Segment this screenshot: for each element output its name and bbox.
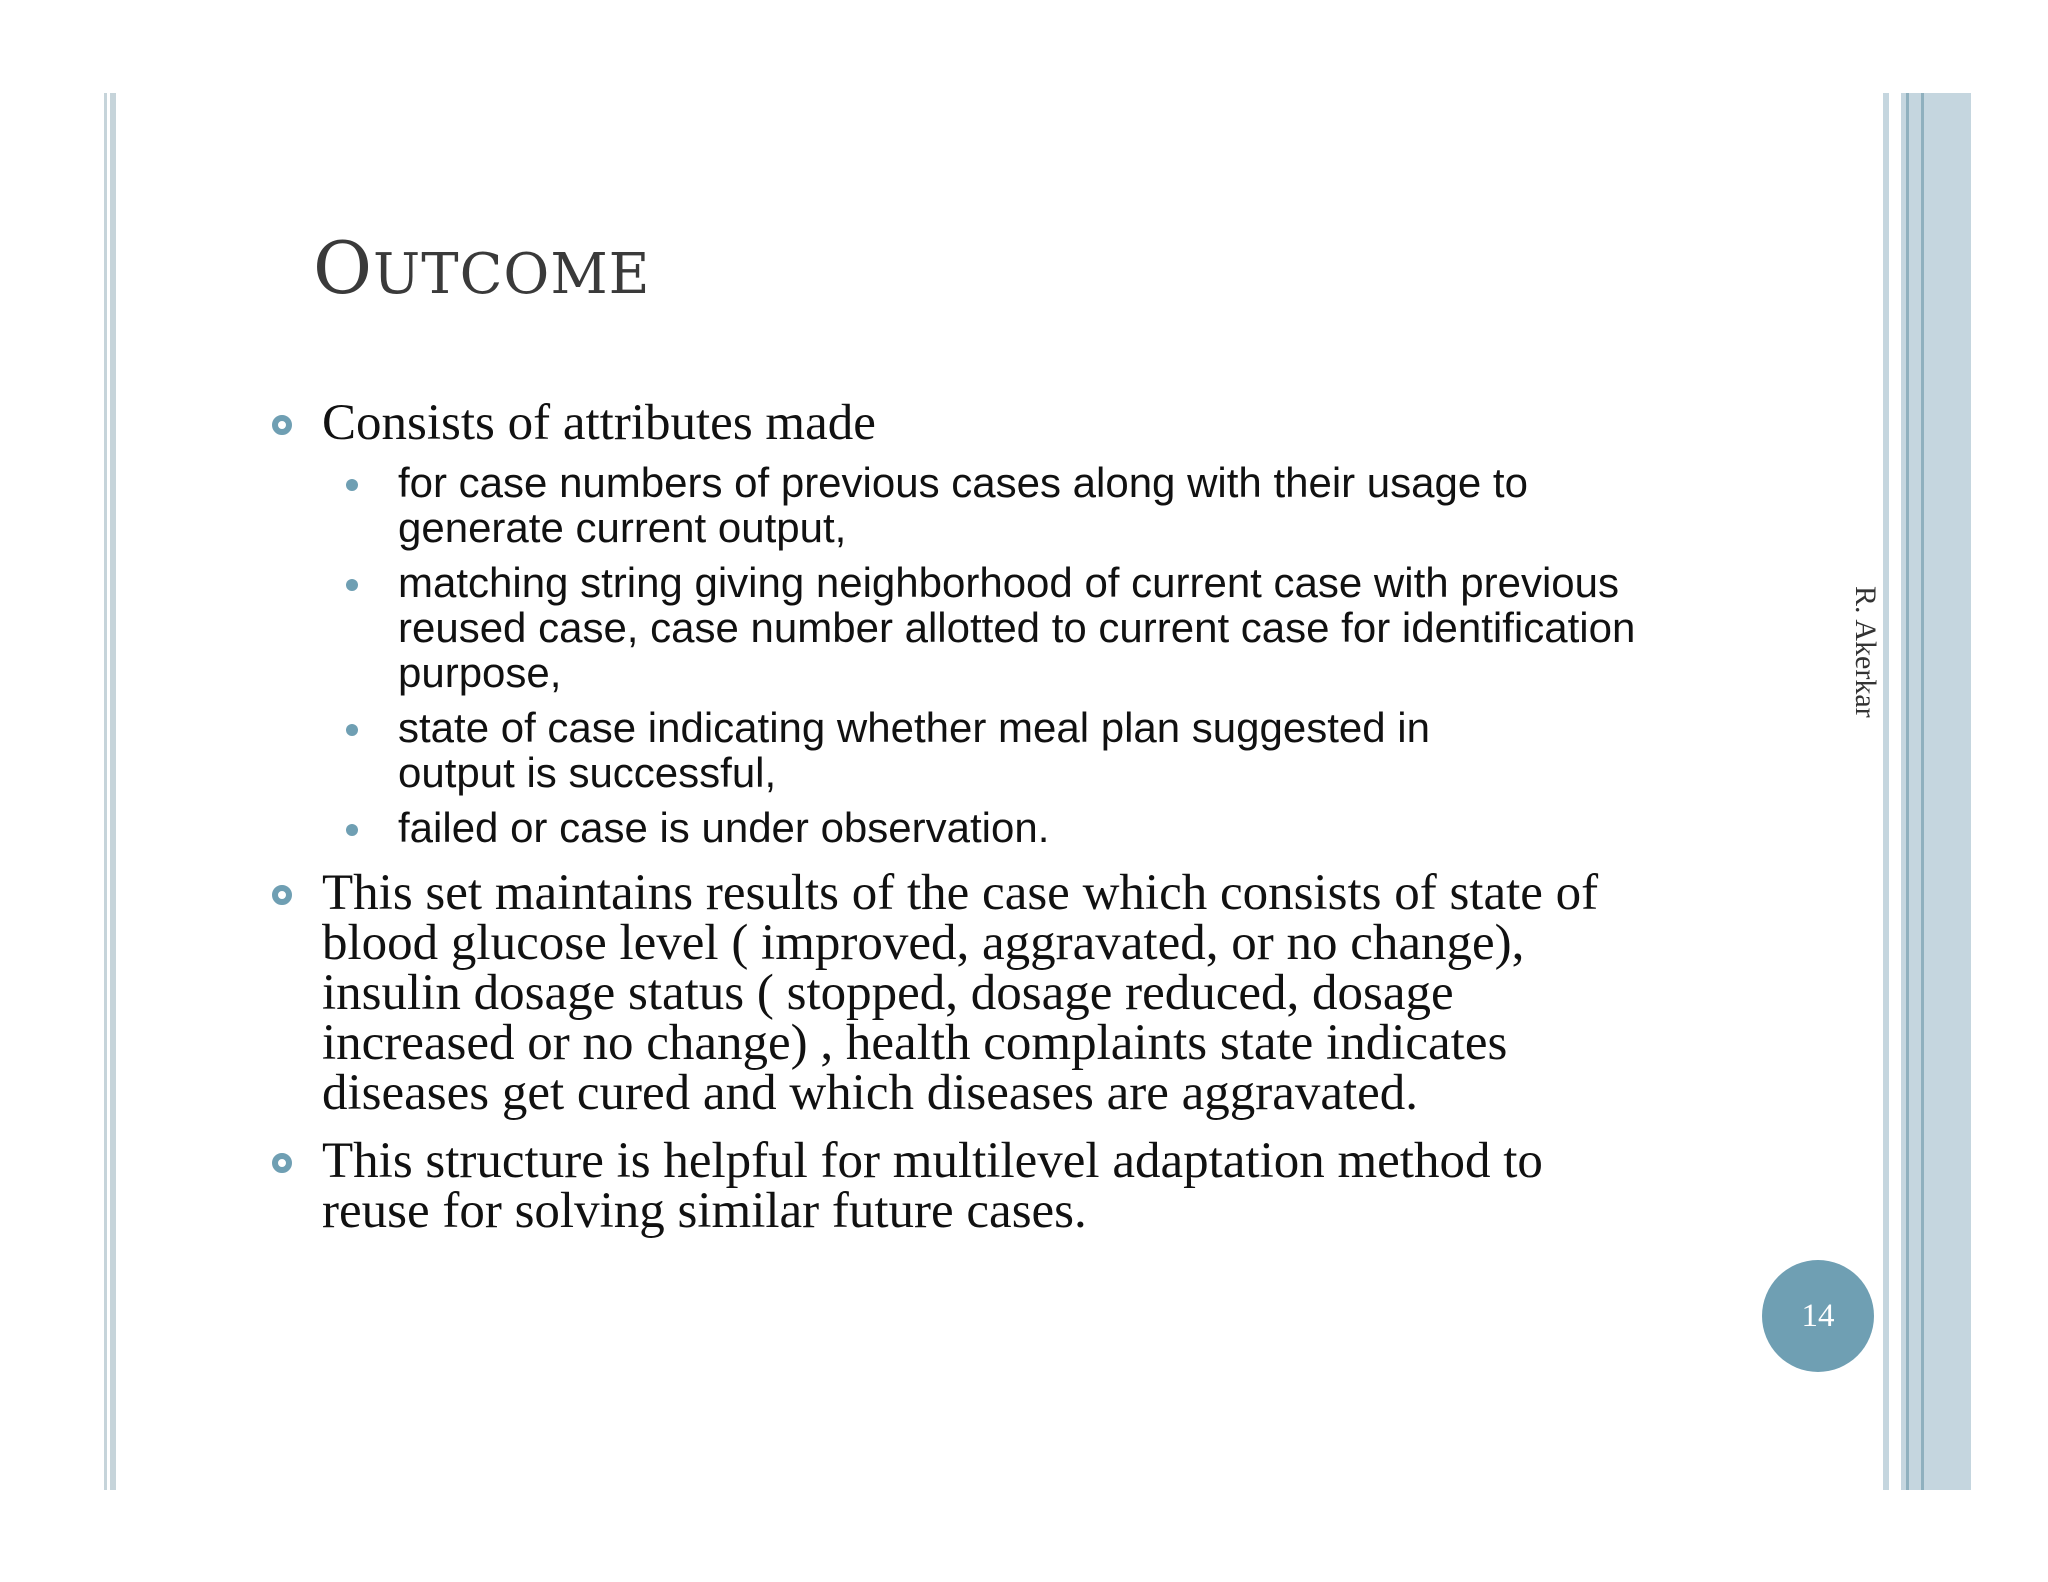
bullet-text: This set maintains results of the case which consists of state of blood glucose level ( improved, aggravated, or no change), insulin dosage status ( stopped, dosage reduced, dosage increased or no change) , health complaints state indicates diseases get cured and which diseases are aggravated.: [322, 865, 1599, 1121]
right-border-band: [1883, 93, 1889, 1490]
dot-bullet-icon: [346, 724, 358, 736]
left-border-line-inner: [110, 93, 116, 1490]
author-label: R. Akerkar: [1849, 586, 1882, 718]
title-rest: UTCOME: [373, 242, 651, 307]
sub-bullet-text: failed or case is under observation.: [398, 804, 1050, 851]
page-number-badge: [1762, 1260, 1874, 1372]
sub-list-item: [270, 705, 1660, 795]
page-title: [313, 226, 651, 310]
dot-bullet-icon: [346, 479, 358, 491]
bullet-text: Consists of attributes made: [322, 395, 876, 451]
list-item: [270, 865, 1660, 1121]
sub-list-item: [270, 460, 1660, 550]
right-border-line: [1921, 93, 1924, 1490]
ring-bullet-icon: [272, 885, 292, 905]
right-border-band: [1901, 93, 1971, 1490]
right-border-line: [1906, 93, 1909, 1490]
ring-bullet-icon: [272, 1153, 292, 1173]
list-item: [270, 395, 1660, 451]
sub-bullet-text: matching string giving neighborhood of current case with previous reused case, case number allotted to current case for identification purpose,: [398, 559, 1636, 696]
sub-bullet-text: for case numbers of previous cases along with their usage to generate current output,: [398, 459, 1528, 551]
sub-list-item: [270, 805, 1660, 850]
sub-list-item: [270, 560, 1660, 695]
ring-bullet-icon: [272, 415, 292, 435]
dot-bullet-icon: [346, 579, 358, 591]
sub-bullet-text: state of case indicating whether meal plan suggested in output is successful,: [398, 704, 1430, 796]
left-border-line: [104, 93, 107, 1490]
list-item: [270, 1133, 1660, 1239]
bullet-list: [270, 395, 1660, 1239]
page-number: 14: [1801, 1297, 1835, 1334]
bullet-text: This structure is helpful for multilevel adaptation method to reuse for solving similar future cases.: [322, 1133, 1543, 1239]
dot-bullet-icon: [346, 824, 358, 836]
title-initial: O: [313, 226, 374, 310]
